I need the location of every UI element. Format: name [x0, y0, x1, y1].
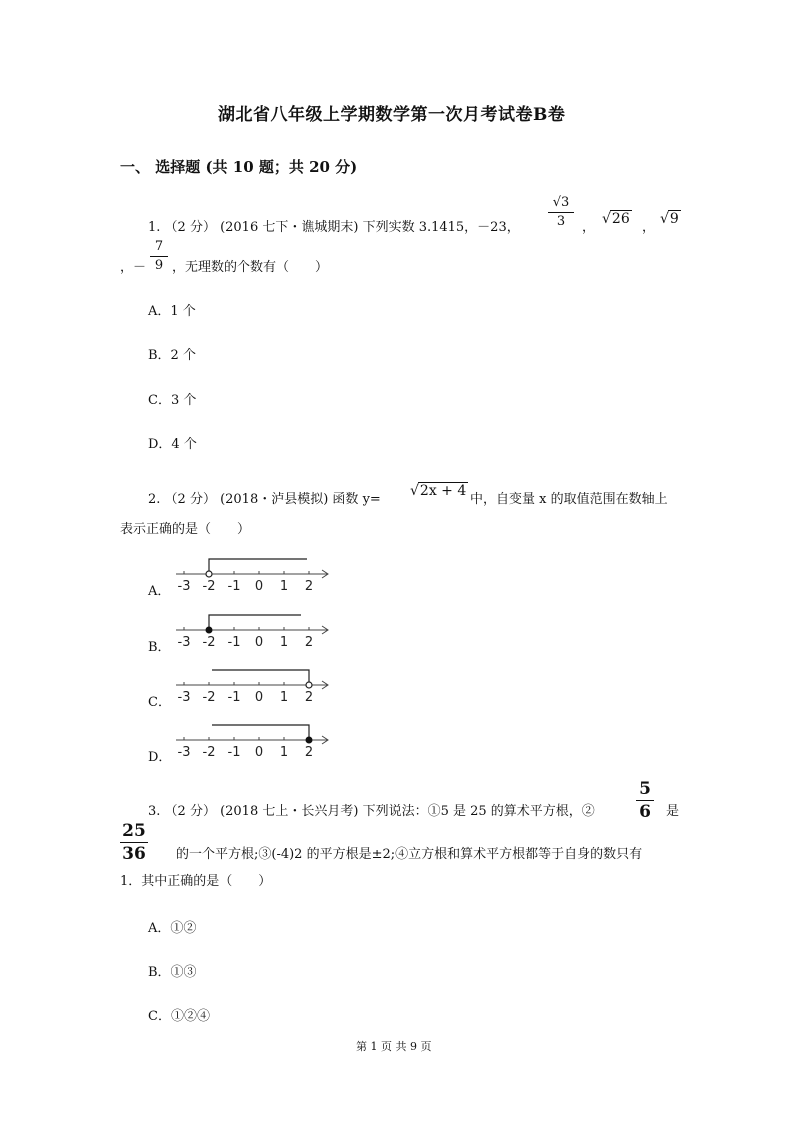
closed-point: [306, 737, 312, 743]
tick-labels: [178, 745, 314, 760]
page-title: 湖北省八年级上学期数学第一次月考试卷B卷: [218, 105, 566, 125]
q3-fraction-6-denominator: 6: [639, 802, 651, 822]
range-bracket: [212, 670, 309, 682]
q3-option-b[interactable]: B．①③: [148, 965, 197, 980]
tick-label: -2: [202, 579, 216, 594]
q3-fraction-36-denominator: 36: [122, 844, 146, 864]
page-footer: 第 1 页 共 9 页: [356, 1040, 432, 1053]
q1-fraction-denominator: 3: [556, 214, 566, 229]
tick-label: 0: [254, 690, 264, 705]
q1-sqrt-9-radicand: 9: [669, 211, 679, 227]
q3-fraction-25-numerator: 25: [122, 821, 146, 841]
tick-label: 2: [304, 579, 314, 594]
question-3-line1: 3. （2 分） (2018 七上・长兴月考) 下列说法：①5 是 25 的算术平方根，②: [148, 804, 595, 819]
q1-fraction-9-denominator: 9: [154, 258, 164, 273]
q1-fraction-sqrt3-over-3: [548, 196, 574, 229]
question-1-line1: 1. （2 分） (2016 七下・谯城期末) 下列实数 3.1415，－23，: [148, 220, 520, 235]
tick-label: 0: [254, 635, 264, 650]
open-point: [206, 571, 212, 577]
q2-sqrt-radicand: 2x + 4: [419, 483, 467, 499]
question-3-line1-end: 是: [666, 804, 680, 819]
q1-option-b[interactable]: B．2 个: [148, 348, 196, 363]
tick-labels: [178, 690, 314, 705]
q1-comma-1: ，: [582, 220, 596, 235]
q3-fraction-5-numerator: 5: [639, 779, 651, 799]
tick-label: -3: [177, 635, 191, 650]
question-2-line2: 表示正确的是（ ）: [120, 522, 251, 537]
range-bracket: [212, 725, 309, 737]
q2-option-b-label[interactable]: B．: [148, 640, 171, 655]
tick-label: -1: [227, 690, 241, 705]
tick-label: 2: [304, 690, 314, 705]
q3-option-c[interactable]: C．①②④: [148, 1009, 210, 1024]
tick-labels: [178, 579, 314, 594]
tick-label: 2: [304, 745, 314, 760]
q3-fraction-5-over-6: [636, 780, 654, 821]
tick-label: -1: [227, 745, 241, 760]
q1-option-d[interactable]: D．4 个: [148, 437, 197, 452]
tick-label: -1: [227, 579, 241, 594]
q1-fraction-7-bar: [150, 256, 168, 257]
q3-fraction-25-over-36: [120, 822, 148, 863]
tick-labels: [178, 635, 314, 650]
q1-option-c[interactable]: C．3 个: [148, 393, 197, 408]
q1-fraction-bar: [548, 212, 574, 213]
q3-fraction-25-bar: [120, 842, 148, 843]
q1-option-a[interactable]: A．1 个: [148, 304, 196, 319]
tick-label: -1: [227, 635, 241, 650]
question-3-line2: 的一个平方根;③(-4)2 的平方根是±2;④立方根和算术平方根都等于自身的数只有: [176, 847, 643, 862]
q1-fraction-numerator: √3: [552, 195, 570, 210]
tick-label: 1: [279, 579, 289, 594]
tick-label: 1: [279, 745, 289, 760]
q1-comma-2: ，: [642, 220, 656, 235]
question-2-line1-post: 中，自变量 x 的取值范围在数轴上: [470, 492, 668, 507]
tick-label: -3: [177, 690, 191, 705]
tick-label: -2: [202, 635, 216, 650]
tick-label: 0: [254, 579, 264, 594]
range-bracket: [209, 559, 307, 571]
tick-label: 1: [279, 690, 289, 705]
tick-label: -2: [202, 745, 216, 760]
q2-option-c-numberline[interactable]: [170, 667, 335, 707]
q2-option-d-numberline[interactable]: [170, 722, 335, 762]
tick-label: -2: [202, 690, 216, 705]
question-1-line2-suffix: ，无理数的个数有（ ）: [172, 260, 329, 275]
q3-fraction-5-bar: [636, 800, 654, 801]
q1-fraction-7-over-9: [150, 240, 168, 273]
q2-option-b-numberline[interactable]: [170, 612, 335, 652]
tick-label: 2: [304, 635, 314, 650]
closed-point: [206, 627, 212, 633]
tick-label: 0: [254, 745, 264, 760]
section-heading: 一、 选择题 (共 10 题；共 20 分): [120, 158, 358, 176]
question-1-line2-prefix: ，－: [120, 260, 147, 275]
q1-sqrt-26: √26: [602, 211, 630, 227]
tick-label: 1: [279, 635, 289, 650]
tick-label: -3: [177, 579, 191, 594]
q1-sqrt-26-radicand: 26: [611, 211, 630, 227]
tick-label: -3: [177, 745, 191, 760]
q2-option-c-label[interactable]: C．: [148, 695, 171, 710]
question-2-line1-pre: 2. （2 分） (2018・泸县模拟) 函数 y=: [148, 492, 381, 507]
q2-option-a-label[interactable]: A．: [148, 584, 171, 599]
q2-sqrt-radical: √2x + 4: [410, 483, 467, 499]
q1-sqrt-9: √9: [660, 211, 679, 227]
q1-fraction-7-numerator: 7: [154, 239, 164, 254]
q3-option-a[interactable]: A．①②: [148, 921, 197, 936]
open-point: [306, 682, 312, 688]
q2-option-d-label[interactable]: D．: [148, 750, 172, 765]
question-3-line3: 1．其中正确的是（ ）: [120, 874, 272, 889]
range-bracket: [209, 615, 301, 627]
q2-option-a-numberline[interactable]: [170, 556, 335, 596]
